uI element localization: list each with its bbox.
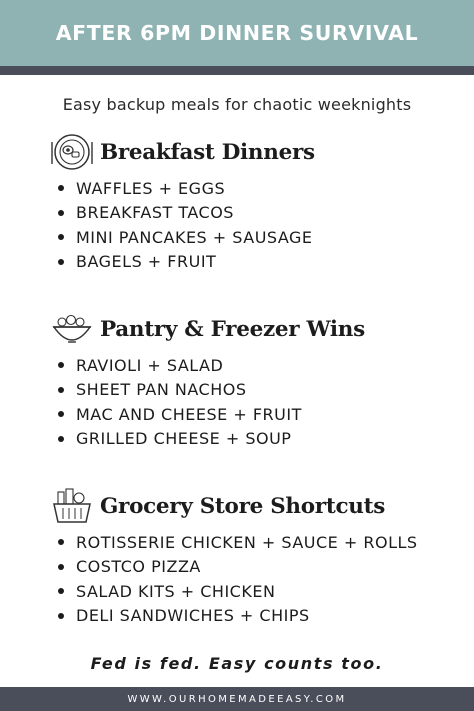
bullet [58, 564, 64, 570]
page-title: AFTER 6PM DINNER SURVIVAL [55, 21, 419, 45]
item-list [58, 353, 302, 451]
item-label: RAVIOLI + SALAD [76, 355, 224, 375]
list-item [58, 427, 302, 452]
section-title: Pantry & Freezer Wins [100, 316, 365, 342]
list-item [58, 201, 313, 226]
section-header [50, 486, 385, 526]
bullet [58, 210, 64, 216]
bullet [58, 387, 64, 393]
header-banner [0, 0, 474, 66]
salad-bowl-icon [50, 309, 94, 349]
item-label: BREAKFAST TACOS [76, 203, 234, 223]
bullet [58, 436, 64, 442]
list-item [58, 176, 313, 201]
list-item [58, 555, 418, 580]
section-header [50, 132, 315, 172]
item-label: GRILLED CHEESE + SOUP [76, 429, 292, 449]
section-title: Breakfast Dinners [100, 139, 315, 165]
item-label: SALAD KITS + CHICKEN [76, 581, 276, 601]
item-label: BAGELS + FRUIT [76, 252, 217, 272]
footer-band [0, 687, 474, 711]
subtitle: Easy backup meals for chaotic weeknights [62, 95, 412, 114]
item-label: MAC AND CHEESE + FRUIT [76, 404, 302, 424]
list-item [58, 353, 302, 378]
item-label: WAFFLES + EGGS [76, 178, 226, 198]
header-divider [0, 66, 474, 75]
list-item [58, 378, 302, 403]
item-label: DELI SANDWICHES + CHIPS [76, 606, 310, 626]
item-label: ROTISSERIE CHICKEN + SAUCE + ROLLS [76, 532, 418, 552]
section-header [50, 309, 365, 349]
list-item [58, 250, 313, 275]
list-item [58, 402, 302, 427]
bullet [58, 539, 64, 545]
item-label: MINI PANCAKES + SAUSAGE [76, 227, 313, 247]
item-list [58, 176, 313, 274]
bullet [58, 234, 64, 240]
item-label: SHEET PAN NACHOS [76, 380, 247, 400]
bullet [58, 185, 64, 191]
bullet [58, 613, 64, 619]
grocery-basket-icon [50, 486, 94, 526]
list-item [58, 579, 418, 604]
breakfast-plate-icon [50, 132, 94, 172]
list-item [58, 604, 418, 629]
bullet [58, 259, 64, 265]
website-link[interactable]: WWW.OURHOMEMADEEASY.COM [127, 693, 347, 705]
item-list [58, 530, 418, 628]
bullet [58, 362, 64, 368]
bullet [58, 411, 64, 417]
bullet [58, 588, 64, 594]
item-label: COSTCO PIZZA [76, 557, 201, 577]
tagline: Fed is fed. Easy counts too. [90, 654, 384, 673]
list-item [58, 530, 418, 555]
list-item [58, 225, 313, 250]
section-title: Grocery Store Shortcuts [100, 493, 386, 519]
